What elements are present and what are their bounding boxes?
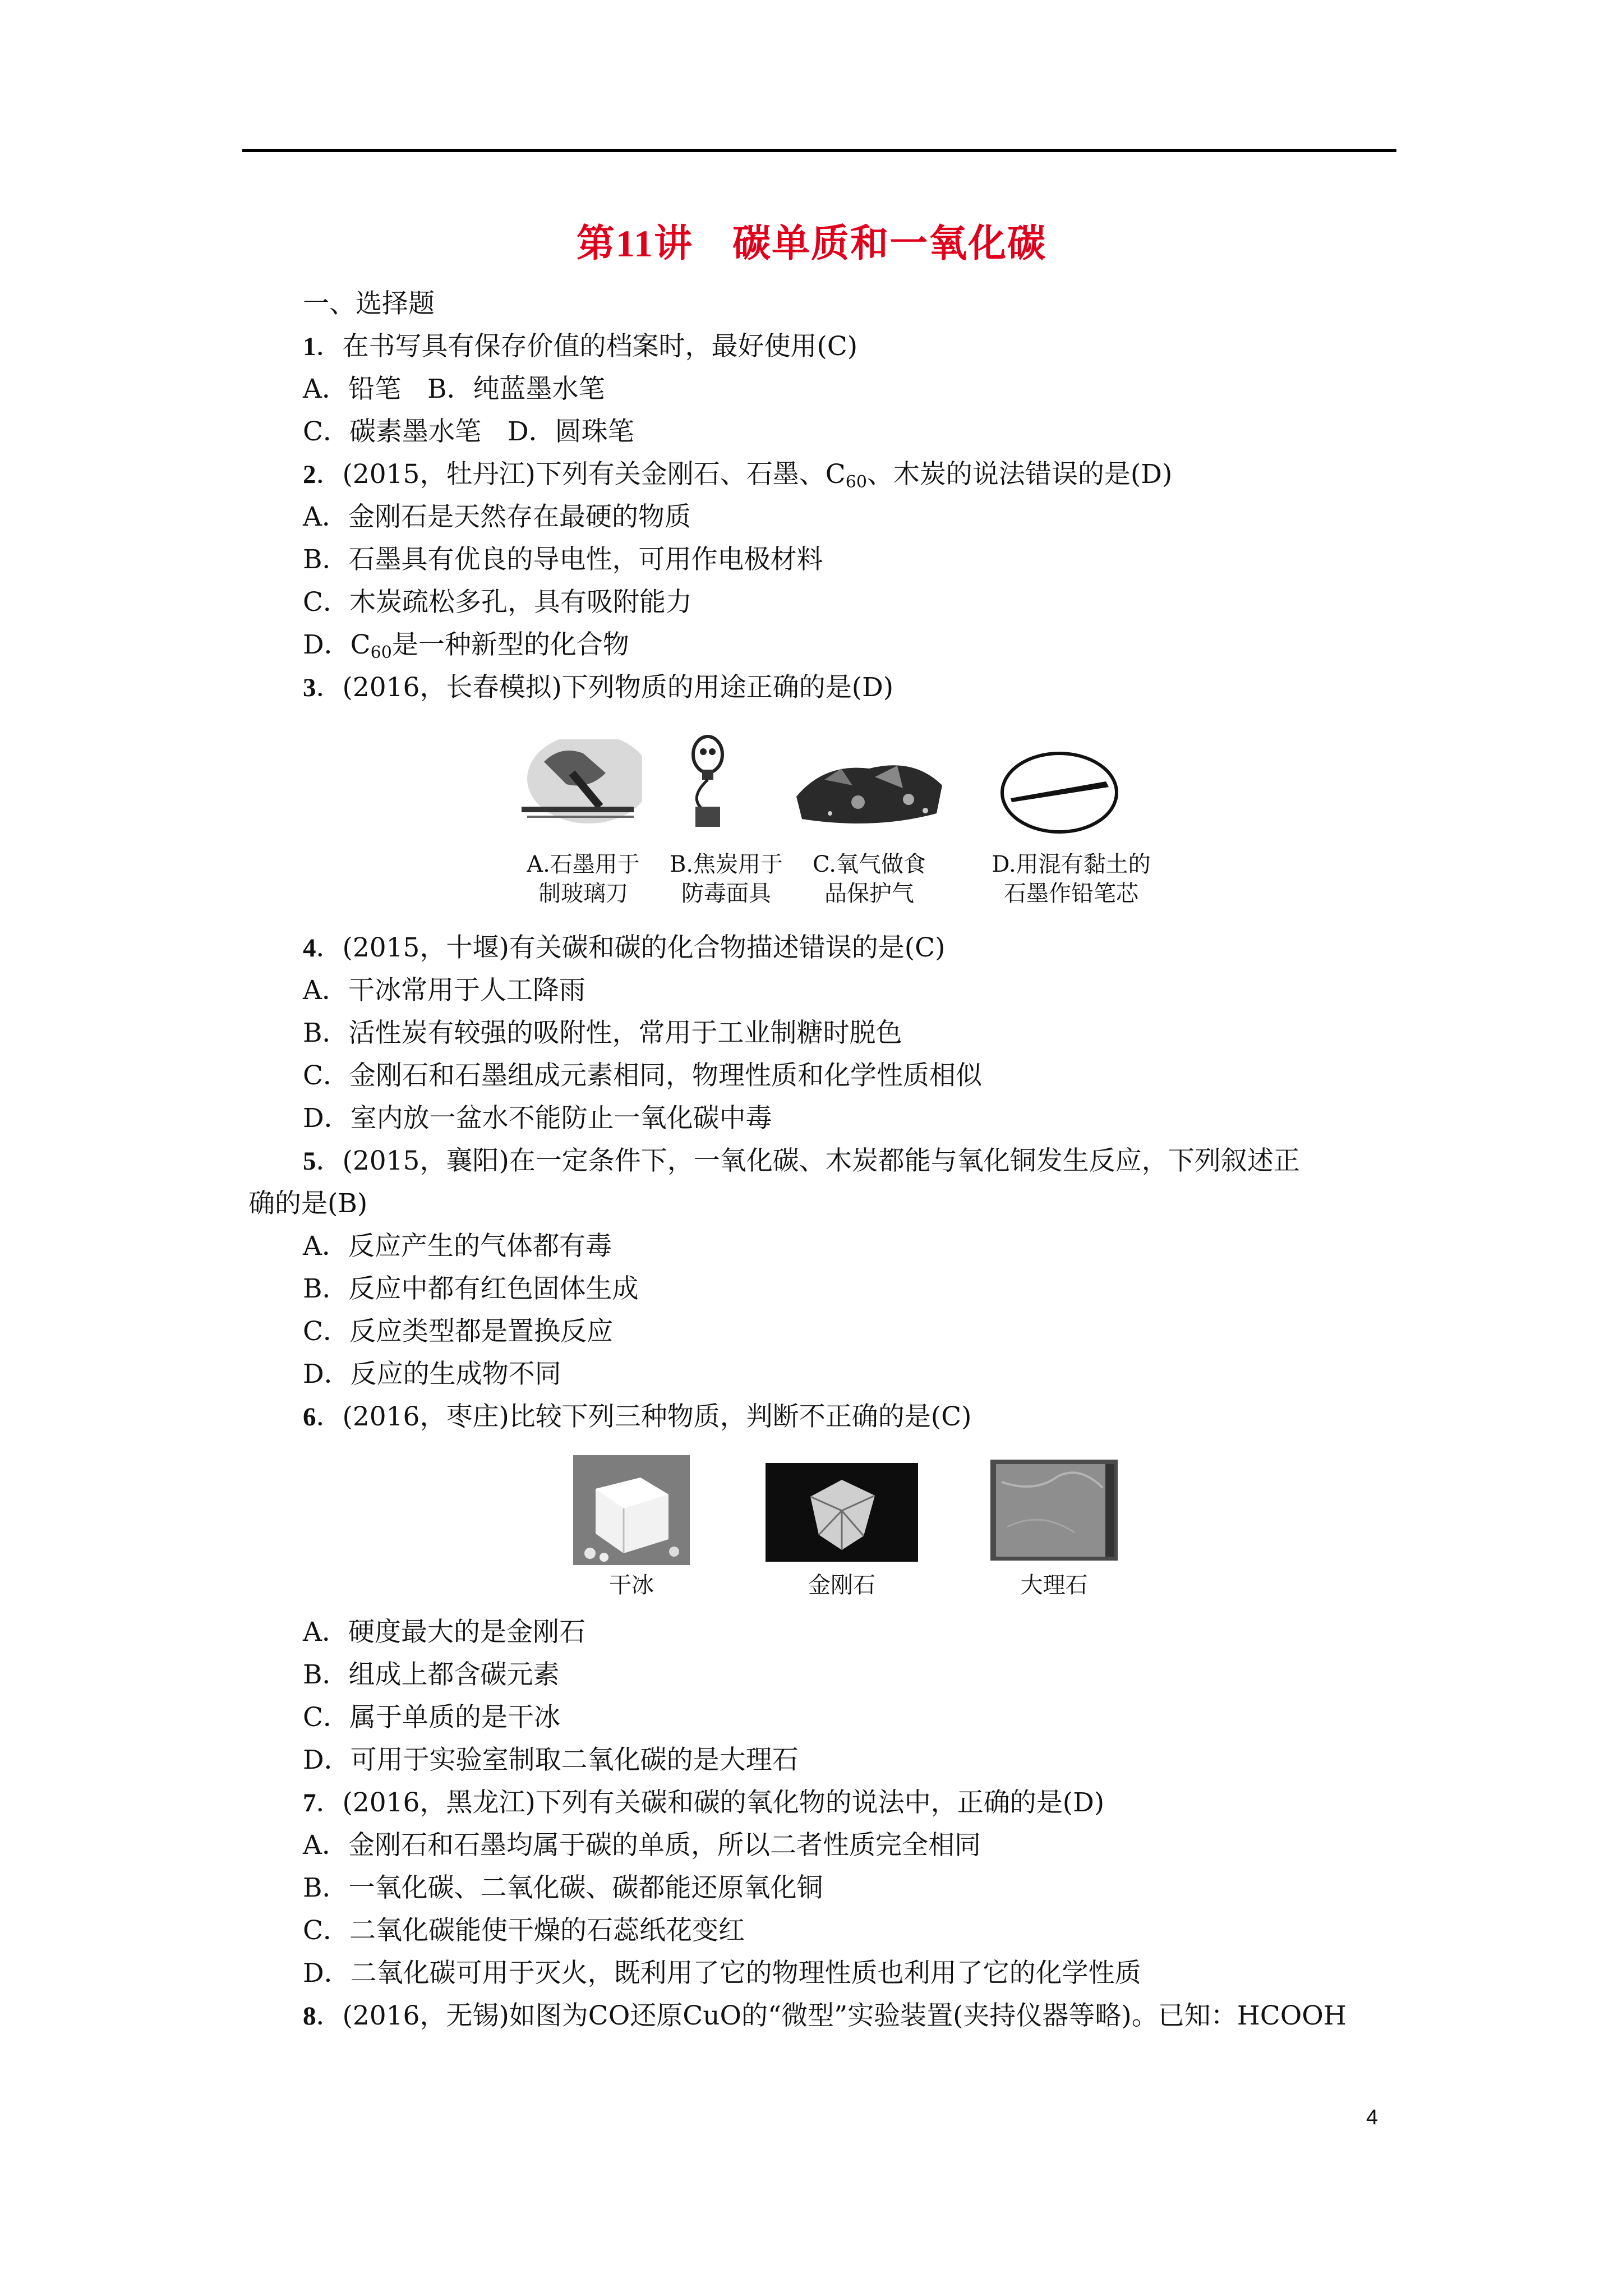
section-heading: 一、选择题 — [303, 288, 435, 319]
q3-caption-b-line1: B.焦炭用于 — [669, 852, 783, 877]
q6-caption-marble: 大理石 — [1020, 1572, 1088, 1598]
question-5-cont: 确的是(B) — [248, 1188, 368, 1219]
q5-option-d: D．反应的生成物不同 — [303, 1359, 561, 1389]
q3-caption-a-line2: 制玻璃刀 — [538, 881, 628, 907]
question-8: 8．(2016，无锡)如图为CO还原CuO的“微型”实验装置(夹持仪器等略)。已知：HCOOH — [303, 2000, 1347, 2031]
question-1: 1．在书写具有保存价值的档案时，最好使用(C) — [303, 331, 858, 362]
header-rule — [242, 149, 1396, 152]
question-7: 7．(2016，黑龙江)下列有关碳和碳的氧化物的说法中，正确的是(D) — [303, 1787, 1105, 1818]
q6-caption-diamond: 金刚石 — [808, 1572, 875, 1598]
q5-option-c: C．反应类型都是置换反应 — [303, 1316, 613, 1347]
q6-caption-dry-ice: 干冰 — [609, 1572, 654, 1598]
marble-image — [990, 1460, 1118, 1561]
question-2: 2．(2015，牡丹江)下列有关金刚石、石墨、$C_{60}$、木炭的说法错误的是(D) — [303, 459, 1173, 492]
dry-ice-image — [573, 1455, 690, 1565]
question-6: 6．(2016，枣庄)比较下列三种物质，判断不正确的是(C) — [303, 1401, 972, 1432]
q4-option-d: D．室内放一盆水不能防止一氧化碳中毒 — [303, 1103, 772, 1134]
diamond-image — [766, 1463, 918, 1562]
q1-options-ab: A．铅笔 B．纯蓝墨水笔 — [303, 374, 605, 404]
gas-mask-image — [679, 735, 735, 830]
graphite-glass-cutter-image — [522, 739, 642, 829]
q7-option-c: C．二氧化碳能使干燥的石蕊纸花变红 — [303, 1915, 745, 1946]
food-preservation-image — [791, 746, 948, 830]
q2-option-c: C．木炭疏松多孔，具有吸附能力 — [303, 587, 692, 618]
pencil-lead-image — [999, 751, 1120, 835]
q7-option-a: A．金刚石和石墨均属于碳的单质，所以二者性质完全相同 — [303, 1830, 981, 1861]
q5-option-b: B．反应中都有红色固体生成 — [303, 1273, 639, 1304]
q6-option-a: A．硬度最大的是金刚石 — [303, 1617, 585, 1648]
q4-option-c: C．金刚石和石墨组成元素相同，物理性质和化学性质相似 — [303, 1060, 982, 1091]
question-3: 3．(2016，长春模拟)下列物质的用途正确的是(D) — [303, 672, 894, 703]
q3-caption-d-line1: D.用混有黏土的 — [992, 852, 1151, 877]
question-5: 5．(2015，襄阳)在一定条件下，一氧化碳、木炭都能与氧化铜发生反应，下列叙述正 — [303, 1145, 1300, 1176]
q6-option-b: B．组成上都含碳元素 — [303, 1659, 560, 1690]
page-title: 第11讲 碳单质和一氧化碳 — [576, 221, 1047, 266]
q3-caption-d-line2: 石墨作铅笔芯 — [1004, 881, 1138, 907]
q6-option-c: C．属于单质的是干冰 — [303, 1702, 560, 1733]
q3-caption-b-line2: 防毒面具 — [681, 881, 771, 907]
q7-option-d: D．二氧化碳可用于灭火，既利用了它的物理性质也利用了它的化学性质 — [303, 1958, 1141, 1989]
q2-option-a: A．金刚石是天然存在最硬的物质 — [303, 501, 691, 532]
q3-caption-c-line1: C.氧气做食 — [813, 852, 926, 877]
q7-option-b: B．一氧化碳、二氧化碳、碳都能还原氧化铜 — [303, 1872, 823, 1903]
q3-caption-c-line2: 品保护气 — [824, 881, 914, 907]
question-4: 4．(2015，十堰)有关碳和碳的化合物描述错误的是(C) — [303, 932, 946, 963]
q3-caption-a-line1: A.石墨用于 — [527, 852, 640, 877]
q4-option-b: B．活性炭有较强的吸附性，常用于工业制糖时脱色 — [303, 1018, 902, 1048]
page-number: 4 — [1366, 2106, 1378, 2129]
q4-option-a: A．干冰常用于人工降雨 — [303, 975, 585, 1006]
q1-options-cd: C．碳素墨水笔 D．圆珠笔 — [303, 416, 634, 447]
q6-option-d: D．可用于实验室制取二氧化碳的是大理石 — [303, 1745, 799, 1775]
q2-option-d: D．$C_{60}$是一种新型的化合物 — [303, 629, 629, 662]
q5-option-a: A．反应产生的气体都有毒 — [303, 1231, 612, 1262]
q2-option-b: B．石墨具有优良的导电性，可用作电极材料 — [303, 544, 823, 575]
